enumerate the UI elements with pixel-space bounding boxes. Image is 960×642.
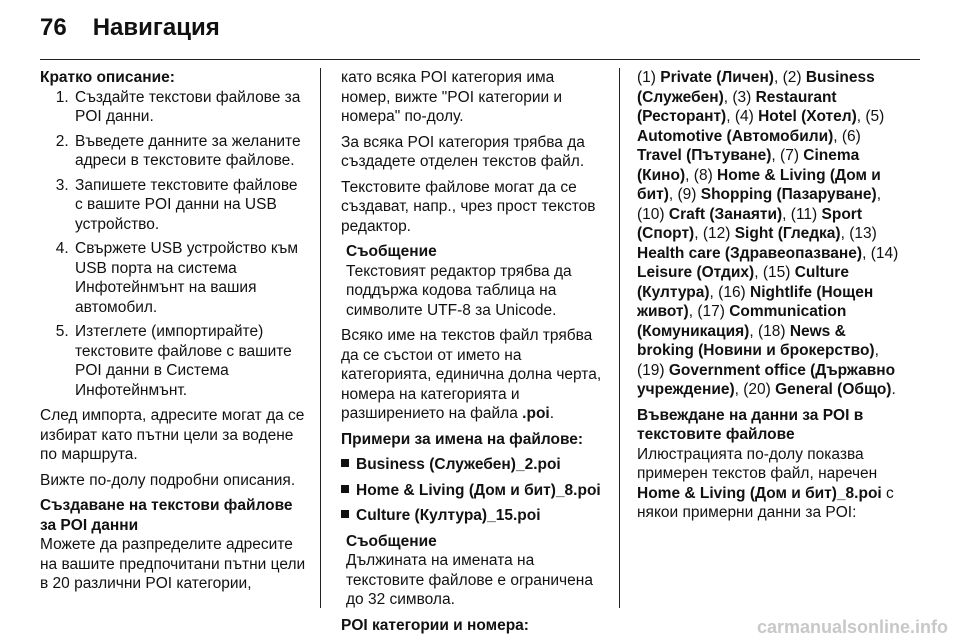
category-number: (2)	[782, 69, 806, 86]
paragraph-text: Илюстрацията по-долу показва примерен текстов файл, наречен	[637, 445, 878, 482]
column-divider-1	[320, 68, 321, 608]
examples-heading: Примери за имена на файлове:	[341, 430, 584, 448]
paragraph-end: с някои примерни данни за POI:	[637, 484, 894, 521]
paragraph-end: .	[549, 405, 555, 422]
note-title: Съобщение	[346, 243, 437, 260]
note-box	[341, 242, 607, 320]
note-text: Дължината на имената на текстовите файлове е ограничена до 32 символа.	[346, 552, 593, 608]
square-bullet-icon	[341, 485, 349, 493]
steps-list	[40, 88, 306, 401]
category-name: Shopping (Пазаруване)	[700, 186, 877, 203]
examples-list	[341, 455, 607, 526]
category-number: (13)	[849, 225, 877, 242]
paragraph	[637, 445, 903, 523]
category-number: (18)	[757, 322, 790, 340]
file-extension: .poi	[522, 405, 550, 422]
category-number: (20)	[743, 381, 776, 398]
page-number: 76	[40, 14, 67, 41]
example-item	[341, 481, 607, 501]
example-item	[341, 455, 607, 475]
category-name: Leisure (Отдих)	[637, 264, 755, 281]
category-name: Sport (Спорт)	[637, 205, 862, 242]
header-rule	[40, 59, 920, 60]
example-filename: Home & Living (Дом и бит)_8.poi	[637, 484, 882, 502]
category-number: (17)	[697, 303, 730, 320]
category-name: Sight (Гледка)	[734, 225, 841, 242]
category-name: Communication (Комуникация)	[637, 303, 847, 340]
category-number: (6)	[841, 127, 861, 145]
category-name: Restaurant (Ресторант)	[637, 88, 837, 125]
step-item: 2. Въведете данните за желаните адреси в текстовите файлове.	[73, 132, 306, 171]
category-name: Health care (Здравеопазване)	[637, 244, 863, 262]
category-name: Home & Living (Дом и бит)	[637, 166, 881, 203]
step-item: 5. Изтеглете (импортирайте) текстовите файлове с вашите POI данни в Система Инфотейнмънт.	[73, 322, 306, 400]
category-name: Hotel (Хотел)	[758, 108, 857, 125]
paragraph: За всяка POI категория трябва да създадете отделен текстов файл.	[341, 133, 585, 170]
summary-title: Кратко описание:	[40, 69, 175, 86]
category-number: (9)	[677, 186, 701, 203]
category-name: Private (Личен)	[660, 69, 774, 86]
category-number: (5)	[865, 108, 885, 125]
category-number: (14)	[870, 244, 899, 262]
category-name: News & broking (Новини и брокерство)	[637, 322, 875, 359]
paragraph-text: Всяко име на текстов файл трябва да се състои от името на категорията, единична долна черта, номера на категорията и разширението на файла	[341, 327, 602, 422]
paragraph: Вижте по-долу подробни описания.	[40, 471, 296, 489]
category-number: (16)	[718, 283, 751, 301]
subsection-heading: Създаване на текстови файлове за POI данни	[40, 497, 293, 534]
paragraph: като всяка POI категория има номер, вижте "POI категории и номера" по-долу.	[341, 69, 563, 125]
category-number: (10)	[637, 205, 669, 223]
category-name: Government office (Държавно учреждение)	[637, 361, 896, 398]
section-title: Навигация	[92, 14, 220, 41]
category-number: (15)	[762, 264, 795, 281]
category-number: (4)	[734, 108, 759, 125]
category-number: (11)	[790, 205, 822, 223]
category-number: (8)	[693, 166, 718, 184]
column-1	[40, 68, 306, 600]
column-2	[341, 68, 607, 635]
category-name: Nightlife (Нощен живот)	[637, 283, 874, 320]
paragraph: Текстовите файлове могат да се създават, напр., чрез прост текстов редактор.	[341, 178, 596, 235]
page-header	[40, 14, 220, 50]
category-name: General (Общо)	[775, 381, 892, 398]
square-bullet-icon	[341, 510, 349, 518]
example-text: Business (Служебен)_2.poi	[356, 456, 561, 473]
category-number: (12)	[702, 225, 735, 242]
categories-heading: POI категории и номера:	[341, 616, 529, 634]
column-divider-2	[619, 68, 620, 608]
categories-paragraph: (1) Private (Личен), (2) Business (Служебен), (3) Restaurant (Ресторант), (4) Hotel (Хотел), (5) Automotive (Автомобили), (6) Travel (Пътуване), (7) Cinema (Кино), (8) Home & Living (Дом и бит), (9) Shopping (Пазаруване), (10) Craft (Занаяти), (11) Sport (Спорт), (12) Sight (Гледка), (13) Health care (Здравеопазване), (14) Leisure (Отдих), (15) Culture (Култура), (16) Nightlife (Нощен живот), (17) Communication (Комуникация), (18) News & broking (Новини и брокерство), (19) Government office (Държавно учреждение), (20) General (Общо).	[637, 69, 899, 398]
square-bullet-icon	[341, 459, 349, 467]
category-number: (1)	[637, 69, 661, 86]
category-number: (7)	[780, 147, 804, 164]
category-name: Craft (Занаяти)	[668, 205, 783, 223]
paragraph: След импорта, адресите могат да се избират като пътни цели за водене по маршрута.	[40, 407, 305, 463]
example-text: Culture (Култура)_15.poi	[356, 507, 541, 524]
category-name: Culture (Култура)	[637, 264, 849, 301]
category-name: Business (Служебен)	[637, 69, 875, 106]
column-3	[637, 68, 903, 529]
note-title: Съобщение	[346, 532, 437, 550]
watermark: carmanualsonline.info	[756, 617, 948, 637]
note-text: Текстовият редактор трябва да поддържа кодова таблица на символите UTF-8 за Unicode.	[346, 262, 572, 319]
category-number: (3)	[732, 88, 756, 106]
note-box	[341, 532, 607, 610]
example-text: Home & Living (Дом и бит)_8.poi	[356, 481, 601, 499]
category-number: (19)	[637, 361, 669, 379]
category-name: Automotive (Автомобили)	[637, 127, 834, 145]
category-name: Travel (Пътуване)	[637, 147, 772, 164]
step-item: 4. Свържете USB устройство към USB порта на система Инфотейнмънт на вашия автомобил.	[73, 239, 306, 317]
step-item: 3. Запишете текстовите файлове с вашите POI данни на USB устройство.	[73, 176, 306, 235]
subsection-heading: Въвеждане на данни за POI в текстовите файлове	[637, 406, 864, 443]
category-name: Cinema (Кино)	[637, 147, 860, 184]
example-item	[341, 506, 607, 526]
paragraph: Можете да разпределите адресите на вашите предпочитани пътни цели в 20 различни POI категории,	[40, 536, 306, 592]
paragraph	[341, 326, 607, 424]
step-item: 1. Създайте текстови файлове за POI данни.	[73, 88, 306, 127]
